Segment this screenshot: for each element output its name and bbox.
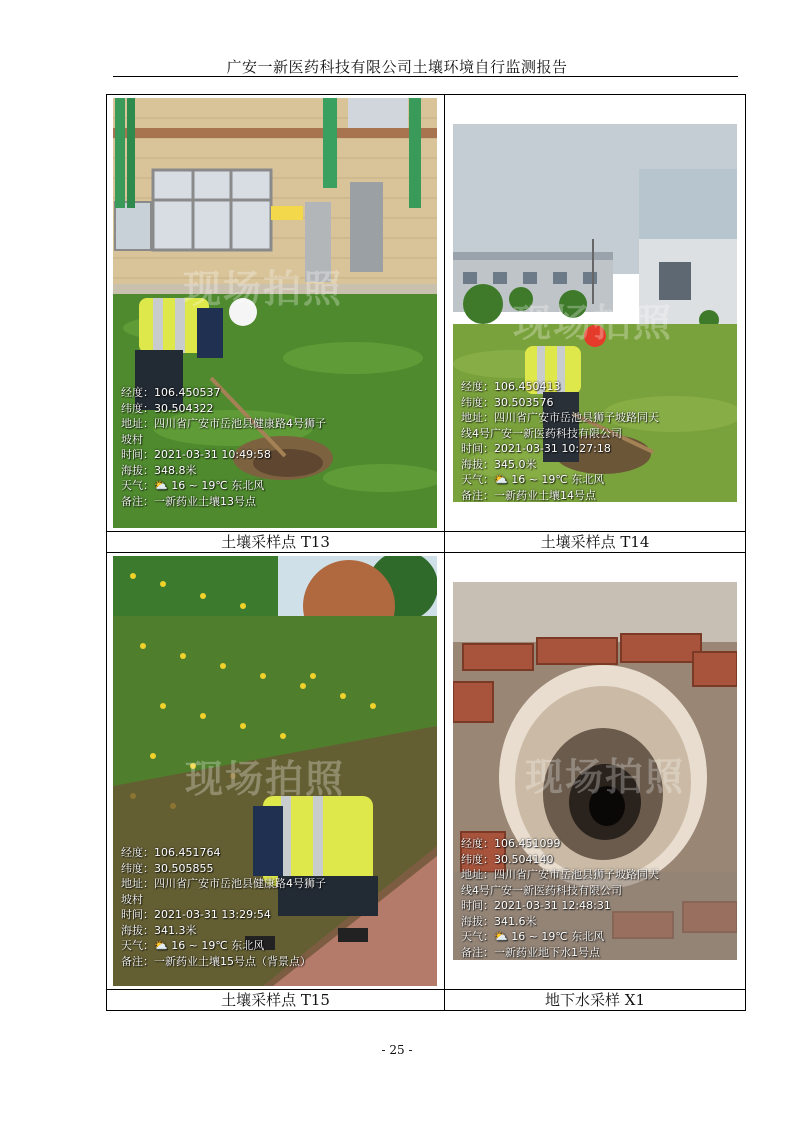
stamp-address-cont: 线4号广安一新医药科技有限公司 [461,883,622,897]
stamp-altitude: 海拔：341.6米 [461,914,537,928]
photo-watermark: 现场拍照 [525,755,686,799]
stamp-latitude: 纬度：30.504140 [461,852,554,866]
stamp-latitude: 纬度：30.503576 [461,395,554,409]
stamp-longitude: 经度：106.450413 [461,380,561,393]
stamp-altitude: 海拔：348.8米 [121,463,197,477]
stamp-weather: 天气：⛅ 16 ~ 19℃ 东北风 [121,479,265,492]
photo-watermark: 现场拍照 [513,301,674,345]
stamp-latitude: 纬度：30.505855 [121,861,214,875]
photo-cell-t13 [107,95,445,532]
stamp-altitude: 海拔：345.0米 [461,457,537,471]
stamp-latitude: 纬度：30.504322 [121,401,214,415]
stamp-address-cont: 线4号广安一新医药科技有限公司 [461,426,622,440]
photo-cell-t14 [445,95,746,532]
photo-t15 [113,556,437,986]
stamp-address: 地址：四川省广安市岳池县健康路4号狮子 [121,417,326,430]
stamp-address-cont: 坡村 [121,892,143,906]
stamp-longitude: 经度：106.451764 [121,846,221,859]
photo-watermark: 现场拍照 [185,757,346,801]
stamp-note: 备注：一新药业地下水1号点 [461,945,600,959]
photo-watermark: 现场拍照 [183,267,344,311]
stamp-longitude: 经度：106.451099 [461,837,561,850]
photo-stamp [461,836,659,960]
page-number: - 25 - [381,1043,413,1057]
stamp-note: 备注：一新药业土壤14号点 [461,488,596,502]
photo-stamp [461,379,659,502]
report-header-title: 广安一新医药科技有限公司土壤环境自行监测报告 [226,58,568,76]
photo-cell-t15 [107,553,445,990]
photo-stamp [121,845,326,969]
stamp-longitude: 经度：106.450537 [121,386,221,399]
stamp-address: 地址：四川省广安市岳池县狮子坡路同天 [461,411,659,424]
stamp-note: 备注：一新药业土壤15号点（背景点） [121,954,311,968]
stamp-time: 时间：2021-03-31 13:29:54 [121,908,271,921]
stamp-note: 备注：一新药业土壤13号点 [121,494,256,508]
caption-t14: 土壤采样点 T14 [445,532,746,553]
stamp-address: 地址：四川省广安市岳池县狮子坡路同天 [461,868,659,881]
photo-table [106,94,746,1011]
caption-x1: 地下水采样 X1 [445,990,746,1011]
stamp-weather: 天气：⛅ 16 ~ 19℃ 东北风 [461,473,605,486]
photo-x1 [453,582,737,960]
stamp-address-cont: 坡村 [121,432,143,446]
stamp-weather: 天气：⛅ 16 ~ 19℃ 东北风 [121,939,265,952]
stamp-time: 时间：2021-03-31 12:48:31 [461,899,611,912]
photo-stamp [121,385,326,509]
photo-t14 [453,124,737,502]
stamp-address: 地址：四川省广安市岳池县健康路4号狮子 [121,877,326,890]
stamp-time: 时间：2021-03-31 10:27:18 [461,442,611,455]
photo-cell-x1 [445,553,746,990]
stamp-weather: 天气：⛅ 16 ~ 19℃ 东北风 [461,930,605,943]
stamp-time: 时间：2021-03-31 10:49:58 [121,448,271,461]
caption-t13: 土壤采样点 T13 [107,532,445,553]
header-rule [113,76,738,77]
caption-t15: 土壤采样点 T15 [107,990,445,1011]
photo-t13 [113,98,437,528]
stamp-altitude: 海拔：341.3米 [121,923,197,937]
